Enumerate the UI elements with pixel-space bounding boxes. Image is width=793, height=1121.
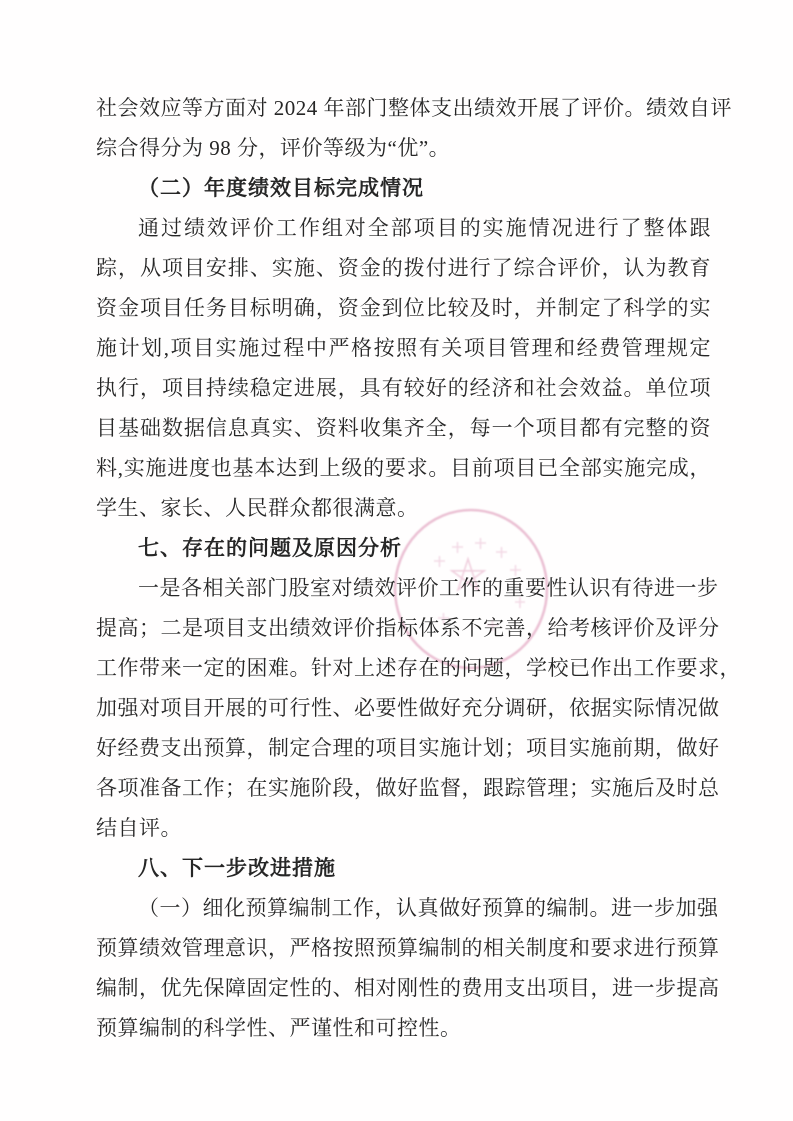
- subsection-heading-2: （二）年度绩效目标完成情况: [138, 176, 424, 200]
- body-line: 好经费支出预算，制定合理的项目实施计划；项目实施前期，做好: [96, 736, 720, 760]
- body-line: 预算绩效管理意识，严格按照预算编制的相关制度和要求进行预算: [96, 936, 720, 960]
- body-line: 执行，项目持续稳定进展，具有较好的经济和社会效益。单位项: [96, 376, 711, 400]
- body-line: 一是各相关部门股室对绩效评价工作的重要性认识有待进一步: [138, 576, 719, 600]
- body-line: 施计划,项目实施过程中严格按照有关项目管理和经费管理规定: [96, 336, 711, 360]
- body-line: 料,实施进度也基本达到上级的要求。目前项目已全部实施完成，: [96, 456, 711, 480]
- body-line: 提高；二是项目支出绩效评价指标体系不完善，给考核评价及评分: [96, 616, 720, 640]
- body-line: 学生、家长、人民群众都很满意。: [96, 496, 419, 520]
- body-line: 加强对项目开展的可行性、必要性做好充分调研，依据实际情况做: [96, 696, 720, 720]
- section-heading-8: 八、下一步改进措施: [138, 856, 336, 880]
- body-line: 综合得分为 98 分，评价等级为“优”。: [96, 136, 451, 160]
- section-heading-7: 七、存在的问题及原因分析: [138, 536, 402, 560]
- document-body: [96, 88, 741, 1048]
- body-line: 预算编制的科学性、严谨性和可控性。: [96, 1016, 462, 1040]
- body-line: 各项准备工作；在实施阶段，做好监督，跟踪管理；实施后及时总: [96, 776, 720, 800]
- body-line: 编制，优先保障固定性的、相对刚性的费用支出项目，进一步提高: [96, 976, 720, 1000]
- body-line: 资金项目任务目标明确，资金到位比较及时，并制定了科学的实: [96, 296, 711, 320]
- body-line: （一）细化预算编制工作，认真做好预算的编制。进一步加强: [138, 896, 719, 920]
- body-line: 踪，从项目安排、实施、资金的拨付进行了综合评价，认为教育: [96, 256, 711, 280]
- body-line: 通过绩效评价工作组对全部项目的实施情况进行了整体跟: [138, 216, 711, 240]
- body-line: 社会效应等方面对 2024 年部门整体支出绩效开展了评价。绩效自评: [96, 96, 732, 120]
- body-line: 结自评。: [96, 816, 182, 840]
- body-line: 目基础数据信息真实、资料收集齐全，每一个项目都有完整的资: [96, 416, 711, 440]
- body-line: 工作带来一定的困难。针对上述存在的问题，学校已作出工作要求，: [96, 656, 741, 680]
